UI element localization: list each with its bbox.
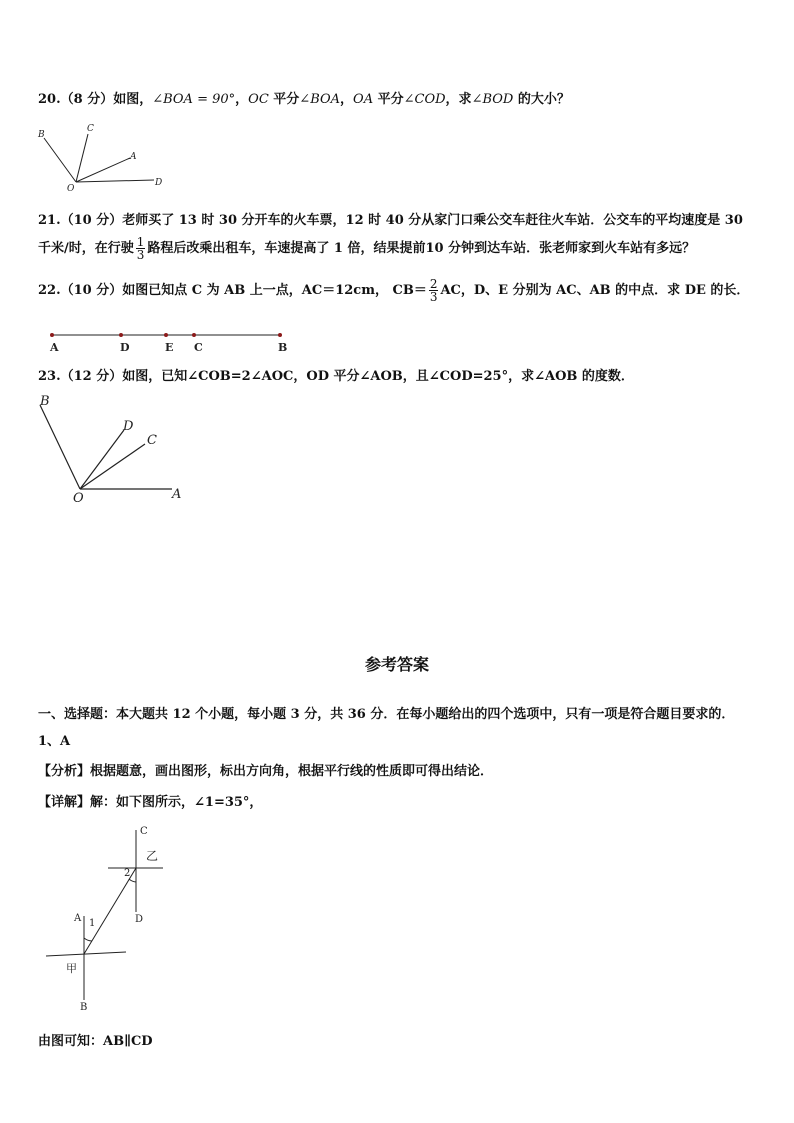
- label-1: 1: [89, 918, 96, 929]
- label-a: A: [50, 341, 59, 354]
- point-d: [119, 333, 123, 337]
- label-yi: 乙: [146, 849, 159, 863]
- ray-ob: [44, 138, 76, 182]
- label-b: B: [38, 130, 45, 140]
- angle-1-arc: [84, 938, 92, 941]
- section-intro: 一、选择题：本大题共 12 个小题，每小题 3 分，共 36 分．在每小题给出的四个选项中，只有一项是符合题目要求的．: [38, 707, 735, 722]
- label-d: D: [155, 178, 163, 188]
- ray-oc: [80, 444, 145, 489]
- q21-line2: 千米/时，在行驶 $\frac{1}{3}$ 路程后改乘出租车，车速提高了 1 倍，结果提前10 分钟到达车站．张老师家到火车站有多远？: [38, 235, 696, 262]
- point-e: [164, 333, 168, 337]
- answers-title: 参考答案: [364, 655, 429, 674]
- q23-text: 23.（12 分）如图，已知∠COB=2∠AOC，OD 平分∠AOB，且∠COD=25°，求∠AOB 的度数．: [38, 369, 634, 384]
- label-b: B: [278, 341, 288, 354]
- ray-oc: [76, 134, 88, 182]
- label-d: D: [135, 914, 144, 925]
- point-b: [278, 333, 282, 337]
- label-a: A: [74, 913, 82, 924]
- label-o: O: [73, 491, 84, 506]
- label-e: E: [165, 341, 174, 354]
- label-c: C: [140, 826, 148, 837]
- label-d: D: [120, 341, 130, 354]
- label-jia: 甲: [66, 962, 77, 975]
- ray-od: [76, 180, 154, 182]
- label-a: A: [172, 487, 182, 502]
- ray-od: [80, 430, 124, 489]
- fraction-one-third: $\frac{1}{3}$: [136, 235, 145, 262]
- answer-figure: [38, 820, 178, 1020]
- q22-text: 22.（10 分）如图已知点 C 为 AB 上一点，AC＝12cm， CB＝ $\frac{2}{3}$ AC，D、E 分别为 AC、AB 的中点．求 DE 的长．: [38, 277, 750, 304]
- ray-ob: [40, 405, 80, 489]
- label-c: C: [87, 124, 94, 134]
- label-b: B: [80, 1002, 88, 1013]
- horizontal-jia: [46, 952, 126, 956]
- detail-text: 【详解】解：如下图所示，∠1=35°，: [38, 795, 263, 810]
- fraction-two-thirds: $\frac{2}{3}$: [429, 277, 438, 304]
- answer-1: 1、A: [38, 734, 71, 749]
- label-d: D: [123, 419, 134, 434]
- label-c: C: [194, 341, 203, 354]
- label-a: A: [130, 152, 137, 162]
- q23-figure: [30, 390, 200, 510]
- ray-oa: [76, 158, 130, 182]
- point-c: [192, 333, 196, 337]
- analysis-text: 【分析】根据题意，画出图形，标出方向角，根据平行线的性质即可得出结论．: [38, 764, 494, 779]
- conclusion-text: 由图可知：AB∥CD: [38, 1034, 153, 1049]
- q20-figure: [30, 118, 180, 198]
- label-2: 2: [124, 868, 131, 879]
- angle-2-arc: [129, 879, 136, 882]
- label-b: B: [40, 394, 50, 409]
- q22-figure: [40, 326, 310, 356]
- point-a: [50, 333, 54, 337]
- label-c: C: [147, 433, 157, 448]
- label-o: O: [67, 184, 75, 194]
- q20-text: 20.（8 分）如图，∠BOA = 90°，OC 平分∠BOA，OA 平分∠COD，求∠BOD 的大小？: [38, 92, 570, 107]
- q21-line1: 21.（10 分）老师买了 13 时 30 分开车的火车票，12 时 40 分从家门口乘公交车赶往火车站．公交车的平均速度是 30: [38, 213, 743, 228]
